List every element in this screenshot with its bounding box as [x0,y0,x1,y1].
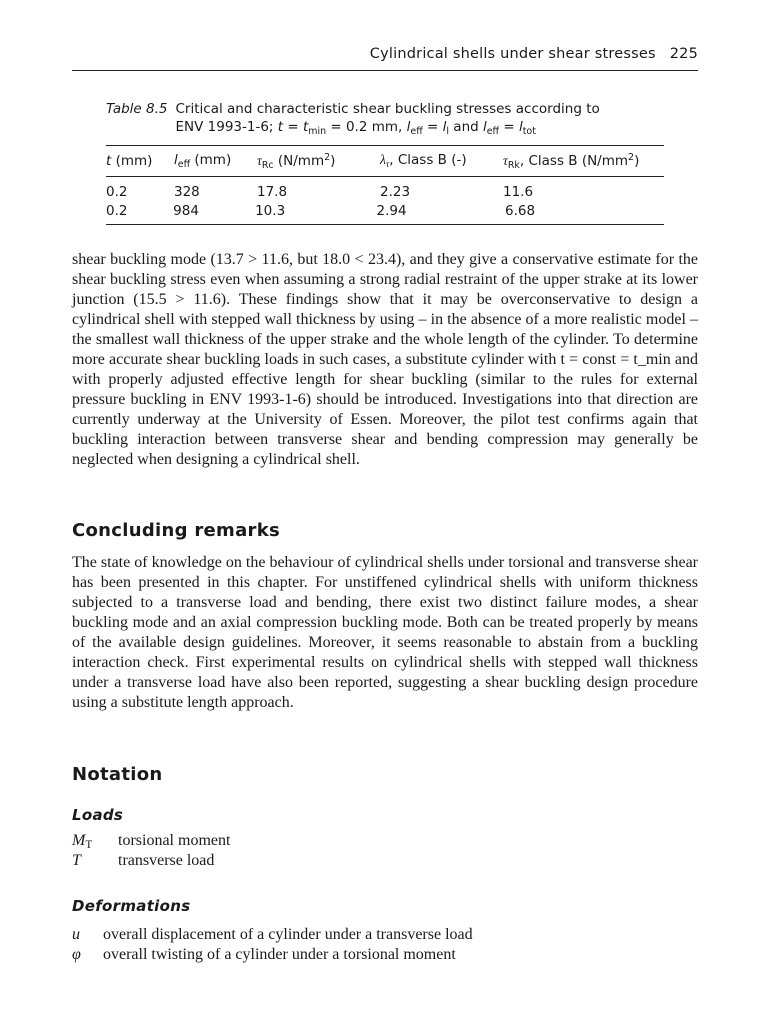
notation-symbol: $M_T$ [72,832,93,851]
header-rule [72,70,698,71]
notation-symbol: φ [72,946,81,963]
page-number: 225 [669,46,698,62]
section-heading-concluding-remarks: Concluding remarks [72,520,281,541]
subheading-deformations: Deformations [72,897,191,915]
table-label: Table 8.5 [106,101,168,117]
notation-symbol: T [72,852,81,869]
col-header-leff: $l_{eff}$ (mm) [174,152,232,170]
table-caption [106,100,664,141]
subheading-loads: Loads [72,806,124,824]
section-heading-notation: Notation [72,764,163,785]
caption-line-1: Critical and characteristic shear buckling stresses according to [175,101,600,117]
cell: 10.3 [255,202,286,219]
cell: 0.2 [106,202,128,219]
cell: 984 [173,202,199,219]
cell: 0.2 [106,183,128,200]
table-header-row [106,146,664,176]
notation-description: overall displacement of a cylinder under a transverse load [103,926,473,943]
col-header-lambda: $\lambda_\tau$, Class B (-) [380,152,467,170]
notation-item-twisting [72,945,456,965]
cell: 2.23 [380,183,411,200]
notation-item-displacement [72,925,473,945]
table-bottom-rule [106,224,664,225]
running-head [72,46,698,62]
cell: 2.94 [376,202,407,219]
table-row [106,182,664,201]
notation-description: torsional moment [118,832,231,849]
table-row [106,201,664,220]
body-paragraph-1: shear buckling mode (13.7 > 11.6, but 18.0 < 23.4), and they give a conservative estimate for the shear buckling stress even when assuming a strong radial restraint of the upper strake at its lower junction (15.5 > 11.6). These findings show that it may be overconservative to design a cylindrical shell with stepped wall thickness by using – in the absence of a more realistic model – the smallest wall thickness of the upper strake and the whole length of the cylinder. To determine more accurate shear buckling loads in such cases, a substitute cylinder with t = const = t_min and with properly adjusted effective length for shear buckling (similar to the rules for external pressure buckling in ENV 1993-1-6) should be introduced. Investigations into that direction are currently underway at the University of Essen. Moreover, the pilot test confirms again that buckling interaction between transverse shear and bending compression may generally be neglected when designing a cylindrical shell. [72,251,698,468]
col-header-tau-rk: $\tau_{Rk}$, Class B $(N/mm^2)$ [503,151,640,171]
cell: 6.68 [505,202,536,219]
cell: 328 [174,183,200,200]
body-paragraph-2: The state of knowledge on the behaviour of cylindrical shells under torsional and transverse shear has been presented in this chapter. For unstiffened cylindrical shells with uniform thickness subjected to a transverse load and bending, there exist two distinct failure modes, a shear buckling mode and an axial compression buckling mode. Both can be treated properly by means of the available design guidelines. Moreover, it seems reasonable to abstain from a buckling interaction check. First experimental results on cylindrical shells with stepped wall thickness under a transverse load have also been reported, suggesting a shear buckling design procedure using a substitute length approach. [72,554,698,711]
table-8-5 [106,100,664,225]
notation-item-transverse-load [72,851,214,871]
col-header-t: t (mm) [106,153,153,169]
notation-description: transverse load [118,852,215,869]
notation-description: overall twisting of a cylinder under a torsional moment [103,946,456,963]
notation-symbol: u [72,926,80,943]
cell: 17.8 [257,183,288,200]
running-title: Cylindrical shells under shear stresses [369,46,656,62]
caption-line-2: ENV 1993-1-6; $t = t_{min} = 0.2$ mm, $l_{eff} = l_l$ and $l_{eff} = l_{tot}$ [175,119,536,137]
cell: 11.6 [503,183,534,200]
col-header-tau-rc: $\tau_{Rc}$ $(N/mm^2)$ [257,151,336,171]
